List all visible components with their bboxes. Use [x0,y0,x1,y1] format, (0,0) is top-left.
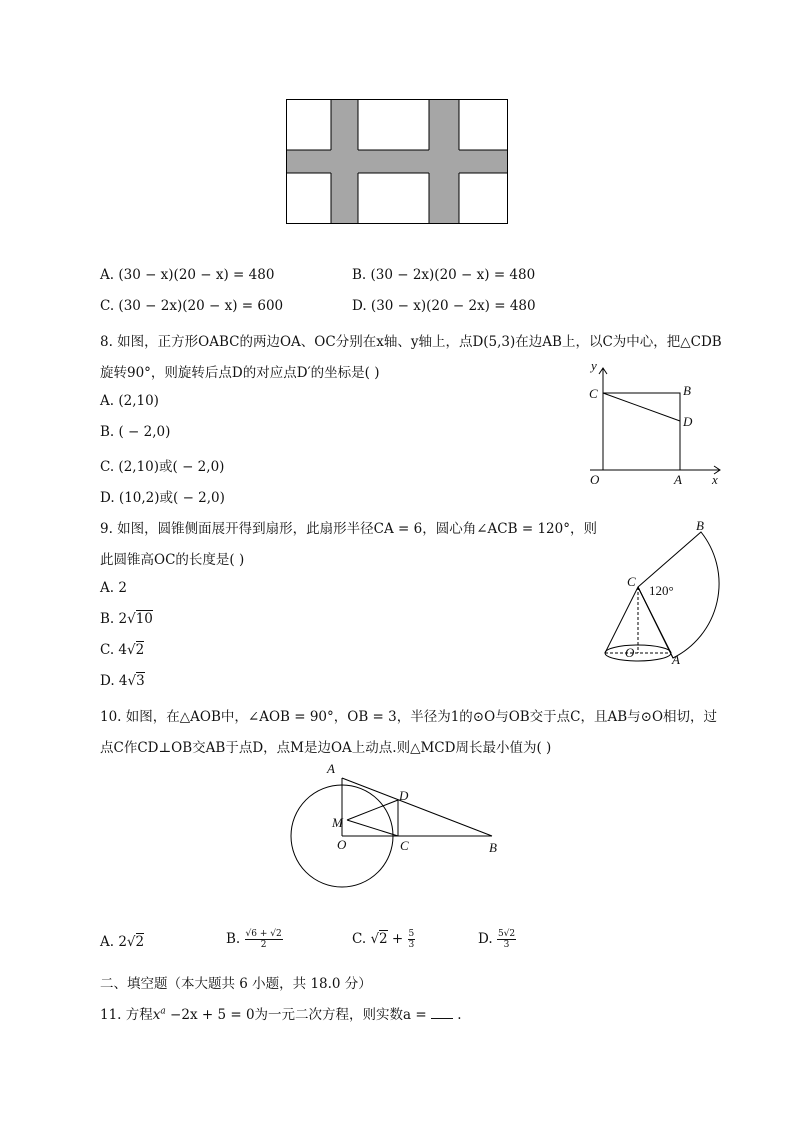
fraction: $\frac{√6 + √2}{2}$ [245,929,282,950]
q8-option-d: D. (10,2)或( − 2,0) [100,490,225,506]
label-c: C [627,574,636,589]
label-a: A [327,761,335,776]
sqrt-sign: √ [127,642,136,658]
q9-option-c: C. 4√2 [100,642,145,658]
fraction: $\frac{5√2}{3}$ [497,929,516,950]
label-c: C [400,838,409,853]
q8-coordinate-figure [585,360,725,490]
q11-stem: 11. 方程$x^a -2x + 5 = 0$为一元二次方程，则实数a = . [100,1006,462,1023]
sqrt-sign: √ [127,611,136,627]
label-o: O [590,472,600,487]
label-c: C [589,386,598,401]
label-d: D [683,414,693,429]
q8-stem-line2: 旋转90°，则旋转后点D的对应点D′的坐标是( ) [100,365,380,381]
q9-cone-figure [598,515,728,670]
q10-option-b: B. $\frac{√6 + √2}{2}$ [226,929,282,950]
q7-option-d: D. (30 − x)(20 − 2x) = 480 [352,298,536,314]
q8-option-a: A. (2,10) [100,393,159,409]
q8-stem-line1: 8. 如图，正方形OABC的两边OA、OC分别在x轴、y轴上，点D(5,3)在边AB上，以C为中心，把△CDB [100,334,722,350]
label-y: y [591,358,597,373]
segment-cd [603,393,680,421]
label-o: O [337,837,347,852]
sqrt-sign: √ [127,673,137,689]
q7-option-b: B. (30 − 2x)(20 − x) = 480 [352,267,536,283]
q10-option-a: A. 2√2 [100,934,145,950]
angle-label: 120° [649,583,674,598]
q9-option-d: D. 4√3 [100,673,145,689]
q7-road-figure [286,99,508,224]
answer-blank[interactable] [431,1008,453,1019]
label-b: B [489,840,497,855]
q10-circle-figure [290,760,505,890]
sqrt-sign: √ [126,934,136,950]
q10-stem-line1: 10. 如图，在△AOB中，∠AOB = 90°，OB = 3，半径为1的⊙O与OB交于点C，且AB与⊙O相切，过 [100,709,718,725]
q9-stem-line1: 9. 如图，圆锥侧面展开得到扇形，此扇形半径CA = 6，圆心角∠ACB = 120°，则 [100,521,597,537]
q10-option-d: D. $\frac{5√2}{3}$ [478,929,516,950]
q8-option-c: C. (2,10)或( − 2,0) [100,459,225,475]
q9-option-a: A. 2 [100,580,127,596]
label-d: D [399,788,409,803]
q7-option-c: C. (30 − 2x)(20 − x) = 600 [100,298,284,314]
q10-option-c: C. √2 + $\frac{5}{3}$ [352,929,415,950]
segment-ab [342,778,492,836]
label-o: O [625,645,635,660]
label-x: x [712,472,718,487]
q8-option-b: B. ( − 2,0) [100,424,171,440]
section-heading: 二、填空题（本大题共 6 小题，共 18.0 分） [100,976,372,992]
label-a: A [674,472,682,487]
label-m: M [332,815,343,830]
fraction: $\frac{5}{3}$ [408,929,415,950]
label-b: B [683,383,691,398]
q9-stem-line2: 此圆锥高OC的长度是( ) [100,552,245,568]
q7-option-a: A. (30 − x)(20 − x) = 480 [100,267,275,283]
road-vertical-left [331,100,358,224]
road-horizontal [287,150,508,173]
q9-option-b: B. 2√10 [100,611,153,627]
road-vertical-right [429,100,459,224]
label-b: B [696,518,704,533]
sqrt-sign: √ [370,931,380,947]
label-a: A [672,652,680,667]
q10-stem-line2: 点C作CD⊥OB交AB于点D，点M是边OA上动点.则△MCD周长最小值为( ) [100,740,552,756]
square-oabc [603,393,680,470]
